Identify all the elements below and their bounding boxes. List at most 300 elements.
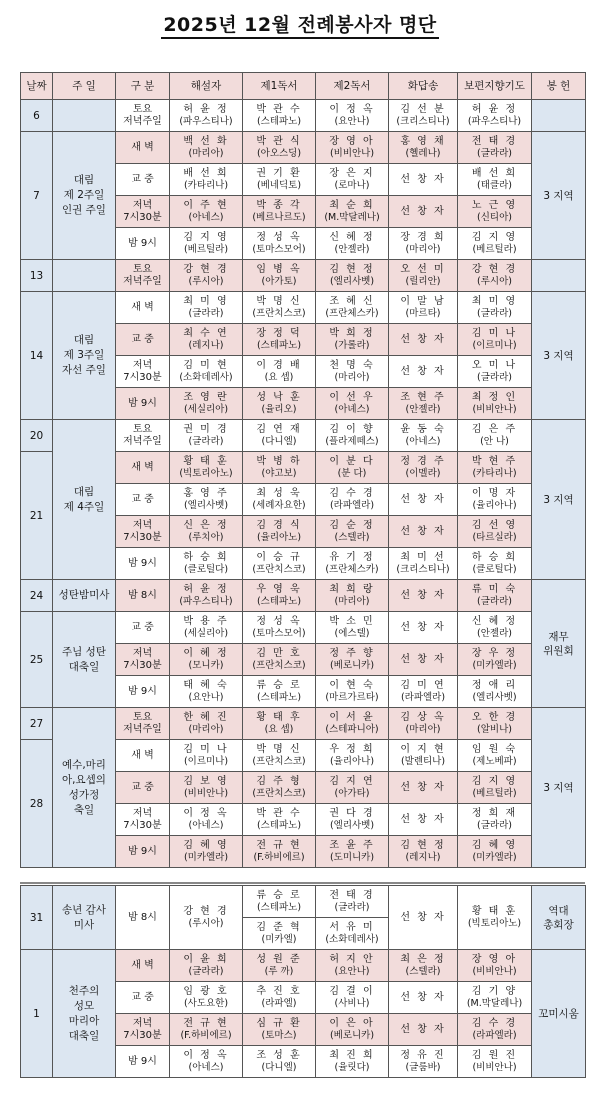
mass-type-cell: 새 벽 xyxy=(116,292,170,324)
baptismal-name: (F.하비에르) xyxy=(253,851,305,863)
mass-type-cell: 토요 저녁주일 xyxy=(116,100,170,132)
volunteer-name: 김 미 나 xyxy=(471,327,518,339)
volunteer-name: 김 만 호 xyxy=(256,647,302,659)
mass-type-cell: 교 중 xyxy=(116,612,170,644)
volunteer-name: 이 주 현 xyxy=(183,199,229,211)
psalm-cell xyxy=(389,452,458,484)
reading2-cell xyxy=(316,644,389,676)
baptismal-name: (세실리아) xyxy=(183,627,229,639)
mass-type-cell: 교 중 xyxy=(116,324,170,356)
volunteer-name: 심 규 환 xyxy=(256,1017,302,1029)
reading2-cell xyxy=(316,260,389,292)
volunteer-name: 유 기 정 xyxy=(329,551,375,563)
narrator-cell xyxy=(170,196,243,228)
volunteer-name: 선 창 자 xyxy=(400,205,446,217)
offering-cell: 3 지역 xyxy=(532,420,586,580)
reading1-cell xyxy=(243,548,316,580)
volunteer-name: 선 창 자 xyxy=(400,781,446,793)
narrator-cell xyxy=(170,580,243,612)
baptismal-name: (제노베파) xyxy=(472,755,517,767)
baptismal-name: (카타리나) xyxy=(472,467,517,479)
volunteer-name: 장 영 아 xyxy=(471,953,518,965)
mass-type-cell: 토요 저녁주일 xyxy=(116,708,170,740)
baptismal-name: (토마스모어) xyxy=(252,243,306,255)
prayer-cell xyxy=(458,836,532,868)
baptismal-name: (마리아) xyxy=(405,723,441,735)
baptismal-name: (스테파노) xyxy=(256,595,302,607)
prayer-cell xyxy=(458,982,532,1014)
baptismal-name: (베르틸라) xyxy=(183,243,229,255)
reading2-cell xyxy=(316,1014,389,1046)
header-row xyxy=(21,73,586,100)
volunteer-name: 이 선 우 xyxy=(329,391,375,403)
baptismal-name: (타르실라) xyxy=(472,531,517,543)
baptismal-name: (가롤라) xyxy=(334,339,370,351)
reading1-cell xyxy=(243,918,316,950)
volunteer-name: 하 승 희 xyxy=(471,551,518,563)
table-row xyxy=(21,132,586,164)
baptismal-name: (파우스티나) xyxy=(179,595,233,607)
baptismal-name: (이멜라) xyxy=(405,467,441,479)
volunteer-name: 최 순 희 xyxy=(329,199,375,211)
psalm-cell xyxy=(389,1014,458,1046)
reading1-cell xyxy=(243,516,316,548)
narrator-cell xyxy=(170,836,243,868)
header-type: 구 분 xyxy=(116,73,170,100)
baptismal-name: (율리아나) xyxy=(472,499,517,511)
volunteer-name: 장 우 정 xyxy=(471,647,518,659)
psalm-cell xyxy=(389,420,458,452)
baptismal-name: (비비안나) xyxy=(329,147,375,159)
baptismal-name: (프란치스코) xyxy=(252,755,306,767)
baptismal-name: (베로니카) xyxy=(329,1029,375,1041)
baptismal-name: (안젤라) xyxy=(405,403,441,415)
section-divider xyxy=(20,882,585,884)
page-title: 2025년 12월 전례봉사자 명단 xyxy=(0,10,600,37)
reading2-cell xyxy=(316,612,389,644)
reading1-cell xyxy=(243,100,316,132)
baptismal-name: (마르타) xyxy=(405,307,441,319)
prayer-cell xyxy=(458,388,532,420)
sunday-cell: 예수,마리 아,요셉의 성가정 축일 xyxy=(53,708,116,868)
volunteer-name: 임 원 숙 xyxy=(471,743,518,755)
reading2-cell xyxy=(316,708,389,740)
baptismal-name: (크리스티나) xyxy=(396,115,450,127)
offering-cell: 역대 총회장 xyxy=(532,886,586,950)
reading1-cell xyxy=(243,612,316,644)
date-cell: 28 xyxy=(21,740,53,868)
offering-cell: 꼬미시움 xyxy=(532,950,586,1078)
volunteer-name: 김 혜 영 xyxy=(183,839,229,851)
reading1-cell xyxy=(243,228,316,260)
volunteer-name: 허 윤 정 xyxy=(471,103,518,115)
volunteer-name: 최 미 영 xyxy=(183,295,229,307)
volunteer-name: 선 창 자 xyxy=(400,333,446,345)
reading1-cell xyxy=(243,292,316,324)
volunteer-name: 정 애 리 xyxy=(471,679,518,691)
baptismal-name: (엘리사벳) xyxy=(329,275,375,287)
volunteer-name: 김 현 정 xyxy=(329,263,375,275)
baptismal-name: (베네딕토) xyxy=(256,179,302,191)
baptismal-name: (요안나) xyxy=(334,115,370,127)
date-cell: 6 xyxy=(21,100,53,132)
reading2-cell xyxy=(316,516,389,548)
volunteer-name: 하 승 희 xyxy=(183,551,229,563)
volunteer-name: 김 연 재 xyxy=(256,423,302,435)
volunteer-name: 최 수 연 xyxy=(183,327,229,339)
psalm-cell xyxy=(389,740,458,772)
narrator-cell xyxy=(170,644,243,676)
baptismal-name: (요 셉) xyxy=(264,723,294,735)
volunteer-name: 김 순 정 xyxy=(329,519,375,531)
reading1-cell xyxy=(243,388,316,420)
psalm-cell xyxy=(389,804,458,836)
reading2-cell xyxy=(316,196,389,228)
baptismal-name: (스테파노) xyxy=(256,339,302,351)
reading2-cell xyxy=(316,484,389,516)
baptismal-name: (비비안나) xyxy=(472,1061,517,1073)
sunday-cell: 송년 감사 미사 xyxy=(53,886,116,950)
prayer-cell xyxy=(458,612,532,644)
baptismal-name: (율릿다) xyxy=(334,1061,370,1073)
date-cell: 25 xyxy=(21,612,53,708)
volunteer-name: 김 지 영 xyxy=(471,231,518,243)
prayer-cell xyxy=(458,886,532,950)
mass-type-cell: 교 중 xyxy=(116,164,170,196)
mass-type-cell: 교 중 xyxy=(116,484,170,516)
volunteer-name: 최 미 선 xyxy=(400,551,446,563)
baptismal-name: (알비나) xyxy=(477,723,512,735)
reading1-cell xyxy=(243,452,316,484)
volunteer-name: 허 윤 정 xyxy=(183,583,229,595)
prayer-cell xyxy=(458,1046,532,1078)
volunteer-name: 오 선 미 xyxy=(400,263,446,275)
reading1-cell xyxy=(243,260,316,292)
baptismal-name: (이르미나) xyxy=(183,755,229,767)
baptismal-name: (엘리사벳) xyxy=(472,691,517,703)
psalm-cell xyxy=(389,388,458,420)
psalm-cell xyxy=(389,132,458,164)
baptismal-name: (율리오) xyxy=(261,403,297,415)
volunteer-name: 이 서 윤 xyxy=(329,711,375,723)
volunteer-name: 김 수 경 xyxy=(471,1017,518,1029)
narrator-cell xyxy=(170,420,243,452)
baptismal-name: (소화데레사) xyxy=(179,371,233,383)
volunteer-name: 선 창 자 xyxy=(400,589,446,601)
volunteer-name: 성 원 준 xyxy=(256,953,302,965)
psalm-cell xyxy=(389,484,458,516)
volunteer-name: 이 승 규 xyxy=(256,551,302,563)
narrator-cell xyxy=(170,100,243,132)
offering-cell: 재무 위원회 xyxy=(532,580,586,708)
sunday-cell: 성탄밤미사 xyxy=(53,580,116,612)
volunteer-name: 김 미 연 xyxy=(400,679,446,691)
psalm-cell xyxy=(389,292,458,324)
table-row xyxy=(21,886,586,918)
volunteer-name: 박 관 식 xyxy=(256,135,302,147)
baptismal-name: (안젤라) xyxy=(477,627,512,639)
sunday-cell: 대림 제 2주일 인권 주일 xyxy=(53,132,116,260)
volunteer-name: 최 은 정 xyxy=(400,953,446,965)
baptismal-name: (프란치스코) xyxy=(252,307,306,319)
reading1-cell xyxy=(243,1046,316,1078)
baptismal-name: (미카엘라) xyxy=(472,659,517,671)
reading1-cell xyxy=(243,580,316,612)
volunteer-name: 황 태 훈 xyxy=(471,905,518,917)
prayer-cell xyxy=(458,708,532,740)
reading1-cell xyxy=(243,132,316,164)
baptismal-name: (글라라) xyxy=(188,435,224,447)
volunteer-name: 강 현 경 xyxy=(183,905,229,917)
volunteer-name: 정 희 재 xyxy=(471,807,518,819)
narrator-cell xyxy=(170,548,243,580)
volunteer-name: 정 경 주 xyxy=(400,455,446,467)
offering-cell: 3 지역 xyxy=(532,708,586,868)
reading2-cell xyxy=(316,132,389,164)
volunteer-name: 이 윤 희 xyxy=(183,953,229,965)
schedule-table-newyear xyxy=(20,885,586,1078)
baptismal-name: (루 까) xyxy=(264,965,294,977)
narrator-cell xyxy=(170,132,243,164)
baptismal-name: (레지나) xyxy=(405,851,441,863)
reading2-cell xyxy=(316,676,389,708)
baptismal-name: (안 나) xyxy=(480,435,509,447)
mass-type-cell: 저녁 7시30분 xyxy=(116,356,170,388)
volunteer-name: 최 진 희 xyxy=(329,1049,375,1061)
volunteer-name: 권 미 경 xyxy=(183,423,229,435)
reading2-cell xyxy=(316,918,389,950)
volunteer-name: 정 유 진 xyxy=(400,1049,446,1061)
baptismal-name: (안젤라) xyxy=(334,243,370,255)
narrator-cell xyxy=(170,292,243,324)
volunteer-name: 박 소 민 xyxy=(329,615,375,627)
prayer-cell xyxy=(458,1014,532,1046)
header-narrator: 해설자 xyxy=(170,73,243,100)
volunteer-name: 신 혜 정 xyxy=(471,615,518,627)
narrator-cell xyxy=(170,324,243,356)
narrator-cell xyxy=(170,1014,243,1046)
volunteer-name: 박 관 수 xyxy=(256,807,302,819)
volunteer-name: 정 성 옥 xyxy=(256,231,302,243)
baptismal-name: (세례자요한) xyxy=(252,499,306,511)
baptismal-name: (아네스) xyxy=(188,1061,224,1073)
volunteer-name: 박 명 신 xyxy=(256,743,302,755)
reading2-cell xyxy=(316,292,389,324)
volunteer-name: 김 은 주 xyxy=(471,423,518,435)
baptismal-name: (다니엘) xyxy=(261,1061,297,1073)
volunteer-name: 홍 영 채 xyxy=(400,135,446,147)
reading1-cell xyxy=(243,196,316,228)
reading2-cell xyxy=(316,388,389,420)
volunteer-name: 류 승 로 xyxy=(256,679,302,691)
baptismal-name: (파우스티나) xyxy=(467,115,522,127)
mass-type-cell: 저녁 7시30분 xyxy=(116,1014,170,1046)
volunteer-name: 오 한 경 xyxy=(471,711,518,723)
narrator-cell xyxy=(170,612,243,644)
reading1-cell xyxy=(243,708,316,740)
baptismal-name: (토마스모어) xyxy=(252,627,306,639)
volunteer-name: 성 낙 훈 xyxy=(256,391,302,403)
psalm-cell xyxy=(389,228,458,260)
prayer-cell xyxy=(458,580,532,612)
baptismal-name: (글룸바) xyxy=(405,1061,441,1073)
volunteer-name: 우 영 욱 xyxy=(256,583,302,595)
schedule-table-december xyxy=(20,72,586,868)
psalm-cell xyxy=(389,644,458,676)
baptismal-name: (세실리아) xyxy=(183,403,229,415)
baptismal-name: (빅토리아노) xyxy=(467,917,522,929)
volunteer-name: 조 영 란 xyxy=(183,391,229,403)
baptismal-name: (빅토리아노) xyxy=(179,467,233,479)
volunteer-name: 이 정 옥 xyxy=(183,1049,229,1061)
volunteer-name: 류 승 로 xyxy=(256,889,302,901)
narrator-cell xyxy=(170,676,243,708)
volunteer-name: 우 정 희 xyxy=(329,743,375,755)
reading1-cell xyxy=(243,164,316,196)
reading2-cell xyxy=(316,324,389,356)
baptismal-name: (마리아) xyxy=(188,723,224,735)
volunteer-name: 박 관 수 xyxy=(256,103,302,115)
volunteer-name: 김 준 혁 xyxy=(256,921,302,933)
reading1-cell xyxy=(243,950,316,982)
baptismal-name: (분 다) xyxy=(337,467,367,479)
volunteer-name: 이 말 남 xyxy=(400,295,446,307)
baptismal-name: (요안나) xyxy=(334,965,370,977)
baptismal-name: (야고보) xyxy=(261,467,297,479)
volunteer-name: 선 창 자 xyxy=(400,173,446,185)
volunteer-name: 이 정 옥 xyxy=(329,103,375,115)
mass-type-cell: 밤 9시 xyxy=(116,1046,170,1078)
volunteer-name: 이 정 옥 xyxy=(183,807,229,819)
baptismal-name: (프란체스카) xyxy=(325,307,379,319)
volunteer-name: 김 지 영 xyxy=(471,775,518,787)
offering-cell xyxy=(532,100,586,132)
volunteer-name: 신 혜 정 xyxy=(329,231,375,243)
volunteer-name: 선 창 자 xyxy=(400,911,446,923)
volunteer-name: 전 규 현 xyxy=(183,1017,229,1029)
volunteer-name: 선 창 자 xyxy=(400,493,446,505)
psalm-cell xyxy=(389,612,458,644)
mass-type-cell: 밤 9시 xyxy=(116,548,170,580)
baptismal-name: (사비나) xyxy=(334,997,370,1009)
mass-type-cell: 새 벽 xyxy=(116,740,170,772)
baptismal-name: (루치아) xyxy=(188,531,224,543)
narrator-cell xyxy=(170,982,243,1014)
prayer-cell xyxy=(458,548,532,580)
date-cell: 13 xyxy=(21,260,53,292)
volunteer-name: 장 경 희 xyxy=(400,231,446,243)
narrator-cell xyxy=(170,516,243,548)
psalm-cell xyxy=(389,886,458,950)
baptismal-name: (이르미나) xyxy=(472,339,517,351)
baptismal-name: (스테파노) xyxy=(256,901,302,913)
reading1-cell xyxy=(243,886,316,918)
offering-cell: 3 지역 xyxy=(532,292,586,420)
baptismal-name: (글라라) xyxy=(477,595,512,607)
baptismal-name: (아네스) xyxy=(188,211,224,223)
prayer-cell xyxy=(458,292,532,324)
volunteer-name: 김 지 영 xyxy=(183,231,229,243)
volunteer-name: 김 이 향 xyxy=(329,423,375,435)
date-cell: 20 xyxy=(21,420,53,452)
mass-type-cell: 저녁 7시30분 xyxy=(116,516,170,548)
volunteer-name: 김 선 영 xyxy=(471,519,518,531)
volunteer-name: 권 기 환 xyxy=(256,167,302,179)
baptismal-name: (비비안나) xyxy=(183,787,229,799)
volunteer-name: 임 광 호 xyxy=(183,985,229,997)
narrator-cell xyxy=(170,164,243,196)
psalm-cell xyxy=(389,1046,458,1078)
volunteer-name: 권 다 경 xyxy=(329,807,375,819)
reading1-cell xyxy=(243,982,316,1014)
baptismal-name: (토마스) xyxy=(261,1029,297,1041)
psalm-cell xyxy=(389,356,458,388)
reading2-cell xyxy=(316,836,389,868)
psalm-cell xyxy=(389,676,458,708)
reading1-cell xyxy=(243,804,316,836)
date-cell: 21 xyxy=(21,452,53,580)
reading2-cell xyxy=(316,164,389,196)
volunteer-name: 최 희 랑 xyxy=(329,583,375,595)
volunteer-name: 김 미 나 xyxy=(183,743,229,755)
baptismal-name: (F.하비에르) xyxy=(180,1029,232,1041)
baptismal-name: (라파엘) xyxy=(261,997,297,1009)
prayer-cell xyxy=(458,772,532,804)
volunteer-name: 정 주 향 xyxy=(329,647,375,659)
baptismal-name: (미카엘라) xyxy=(472,851,517,863)
reading2-cell xyxy=(316,356,389,388)
reading2-cell xyxy=(316,950,389,982)
baptismal-name: (베르틸라) xyxy=(472,787,517,799)
baptismal-name: (아네스) xyxy=(188,819,224,831)
mass-type-cell: 밤 9시 xyxy=(116,836,170,868)
table-row xyxy=(21,292,586,324)
prayer-cell xyxy=(458,260,532,292)
reading2-cell xyxy=(316,420,389,452)
volunteer-name: 류 미 숙 xyxy=(471,583,518,595)
prayer-cell xyxy=(458,356,532,388)
header-reading2: 제2독서 xyxy=(316,73,389,100)
baptismal-name: (클로틸다) xyxy=(472,563,517,575)
narrator-cell xyxy=(170,388,243,420)
volunteer-name: 오 미 나 xyxy=(471,359,518,371)
volunteer-name: 정 성 옥 xyxy=(256,615,302,627)
reading2-cell xyxy=(316,548,389,580)
mass-type-cell: 새 벽 xyxy=(116,950,170,982)
baptismal-name: (스테파노) xyxy=(256,819,302,831)
reading2-cell xyxy=(316,804,389,836)
psalm-cell xyxy=(389,708,458,740)
table-row xyxy=(21,420,586,452)
volunteer-name: 김 보 영 xyxy=(183,775,229,787)
narrator-cell xyxy=(170,484,243,516)
baptismal-name: (아가토) xyxy=(261,275,297,287)
baptismal-name: (미카엘라) xyxy=(183,851,229,863)
volunteer-name: 노 근 영 xyxy=(471,199,518,211)
mass-type-cell: 밤 8시 xyxy=(116,886,170,950)
mass-type-cell: 저녁 7시30분 xyxy=(116,804,170,836)
mass-type-cell: 새 벽 xyxy=(116,132,170,164)
volunteer-name: 배 선 희 xyxy=(183,167,229,179)
volunteer-name: 박 명 신 xyxy=(256,295,302,307)
volunteer-name: 김 주 형 xyxy=(256,775,302,787)
volunteer-name: 서 유 미 xyxy=(329,921,375,933)
baptismal-name: (마리아) xyxy=(334,595,370,607)
sunday-cell: 주님 성탄 대축일 xyxy=(53,612,116,708)
baptismal-name: (미카엘) xyxy=(261,933,297,945)
mass-type-cell: 밤 9시 xyxy=(116,388,170,420)
baptismal-name: (루시아) xyxy=(188,917,224,929)
